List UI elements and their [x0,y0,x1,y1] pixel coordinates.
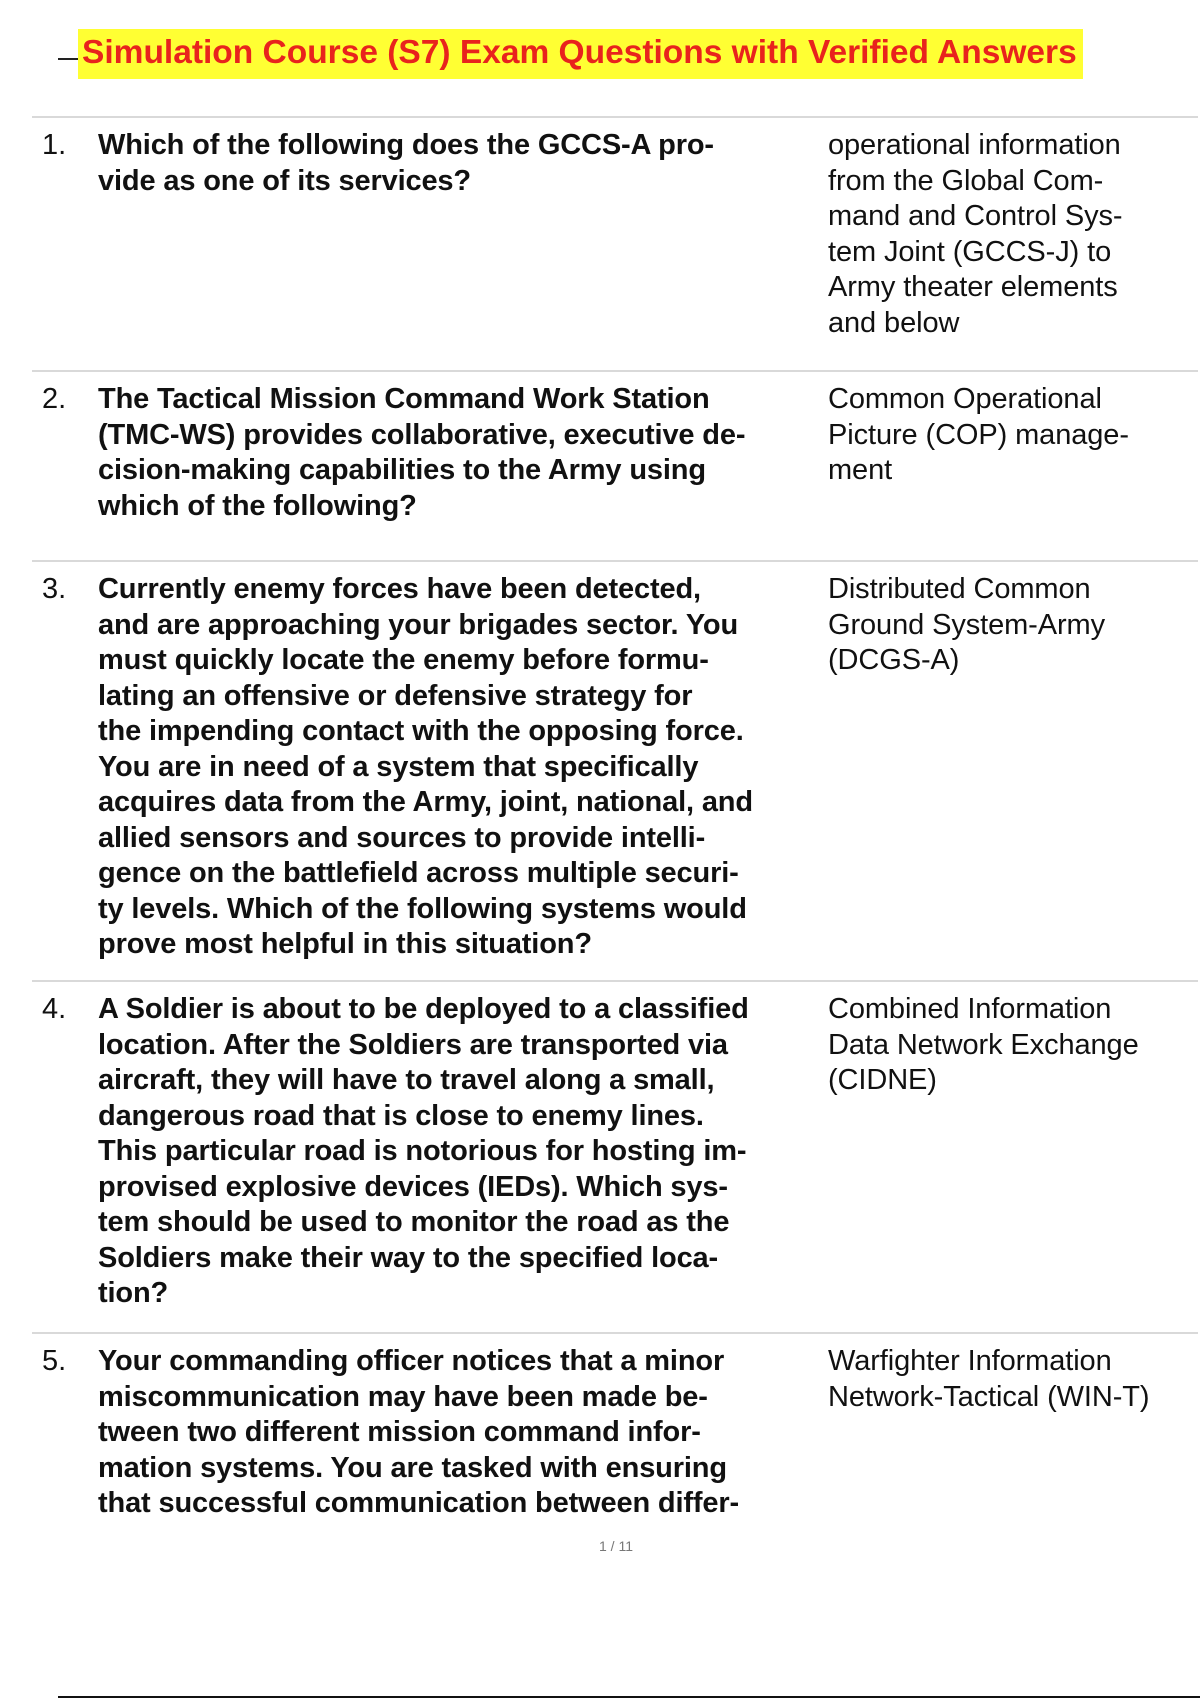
question-line: ty levels. Which of the following systems would [98,892,747,925]
question-line: and are approaching your brigades sector. You [98,608,739,641]
answer-line: Picture (COP) manage- [828,418,1129,451]
answer-line: Network-Tactical (WIN-T) [828,1380,1150,1413]
question-line: prove most helpful in this situation? [98,928,592,960]
answer-line: ment [828,454,893,486]
question-line: cision-making capabilities to the Army using [98,454,706,486]
answer-text [818,572,1188,980]
answer-line: Combined Information [828,993,1112,1025]
answer-text [818,1344,1188,1544]
question-line: provised explosive devices (IEDs). Which sys- [98,1170,728,1203]
question-line: aircraft, they will have to travel along a small, [98,1064,715,1096]
question-line: tween two different mission command infor- [98,1416,701,1448]
qa-row [32,116,1198,370]
question-line: The Tactical Mission Command Work Station [98,383,710,415]
answer-line: Data Network Exchange [828,1028,1139,1061]
question-text [98,1344,818,1544]
question-text [98,572,818,980]
question-number: 1. [42,129,67,161]
answer-line: Distributed Common [828,573,1091,605]
question-line: tem should be used to monitor the road as the [98,1206,730,1238]
qa-list [32,116,1198,1544]
question-line: Your commanding officer notices that a minor [98,1345,725,1377]
question-line: miscommunication may have been made be- [98,1380,708,1413]
qa-row [32,1332,1198,1544]
title-dash [58,58,78,60]
question-line: vide as one of its services? [98,164,471,197]
question-line: the impending contact with the opposing force. [98,715,744,747]
answer-line: Army theater elements [828,271,1118,303]
question-line: (TMC-WS) provides collaborative, executive de- [98,418,746,451]
question-number: 3. [42,573,67,605]
document-header [58,28,1083,80]
question-line: dangerous road that is close to enemy lines. [98,1099,704,1132]
answer-line: Ground System-Army [828,608,1105,641]
question-line: allied sensors and sources to provide intelli- [98,821,706,854]
question-line: location. After the Soldiers are transported via [98,1028,728,1061]
question-line: acquires data from the Army, joint, national, and [98,786,753,818]
answer-line: mand and Control Sys- [828,200,1123,232]
answer-line: operational information [828,129,1121,161]
answer-text [818,382,1188,560]
qa-row [32,370,1198,560]
question-text [98,382,818,560]
question-line: A Soldier is about to be deployed to a classified [98,993,749,1025]
document-title: Simulation Course (S7) Exam Questions with Verified Answers [78,29,1083,79]
question-line: which of the following? [98,489,417,522]
question-line: This particular road is notorious for hosting im- [98,1135,747,1167]
question-number: 5. [42,1345,67,1377]
question-text [98,128,818,370]
question-line: must quickly locate the enemy before formu- [98,644,709,676]
question-number: 4. [42,993,67,1025]
answer-line: tem Joint (GCCS-J) to [828,235,1112,268]
question-line: Which of the following does the GCCS-A pro- [98,129,714,161]
qa-row [32,560,1198,980]
page-indicator: 1 / 11 [599,1538,633,1554]
question-text [98,992,818,1332]
question-line: Soldiers make their way to the specified loca- [98,1241,719,1274]
question-number: 2. [42,383,67,415]
answer-line: and below [828,306,960,339]
question-line: mation systems. You are tasked with ensuring [98,1451,727,1484]
question-line: that successful communication between differ- [98,1487,740,1519]
answer-text [818,992,1188,1332]
answer-text [818,128,1188,370]
qa-row [32,980,1198,1332]
question-line: tion? [98,1277,169,1309]
answer-line: Common Operational [828,383,1102,415]
answer-line: Warfighter Information [828,1345,1112,1377]
question-line: lating an offensive or defensive strategy for [98,679,693,712]
answer-line: (DCGS-A) [828,644,960,676]
answer-line: from the Global Com- [828,164,1104,197]
answer-line: (CIDNE) [828,1064,937,1096]
question-line: You are in need of a system that specifically [98,750,699,783]
question-line: gence on the battlefield across multiple securi- [98,857,739,889]
bottom-rule [58,1696,1200,1698]
question-line: Currently enemy forces have been detected, [98,573,701,605]
